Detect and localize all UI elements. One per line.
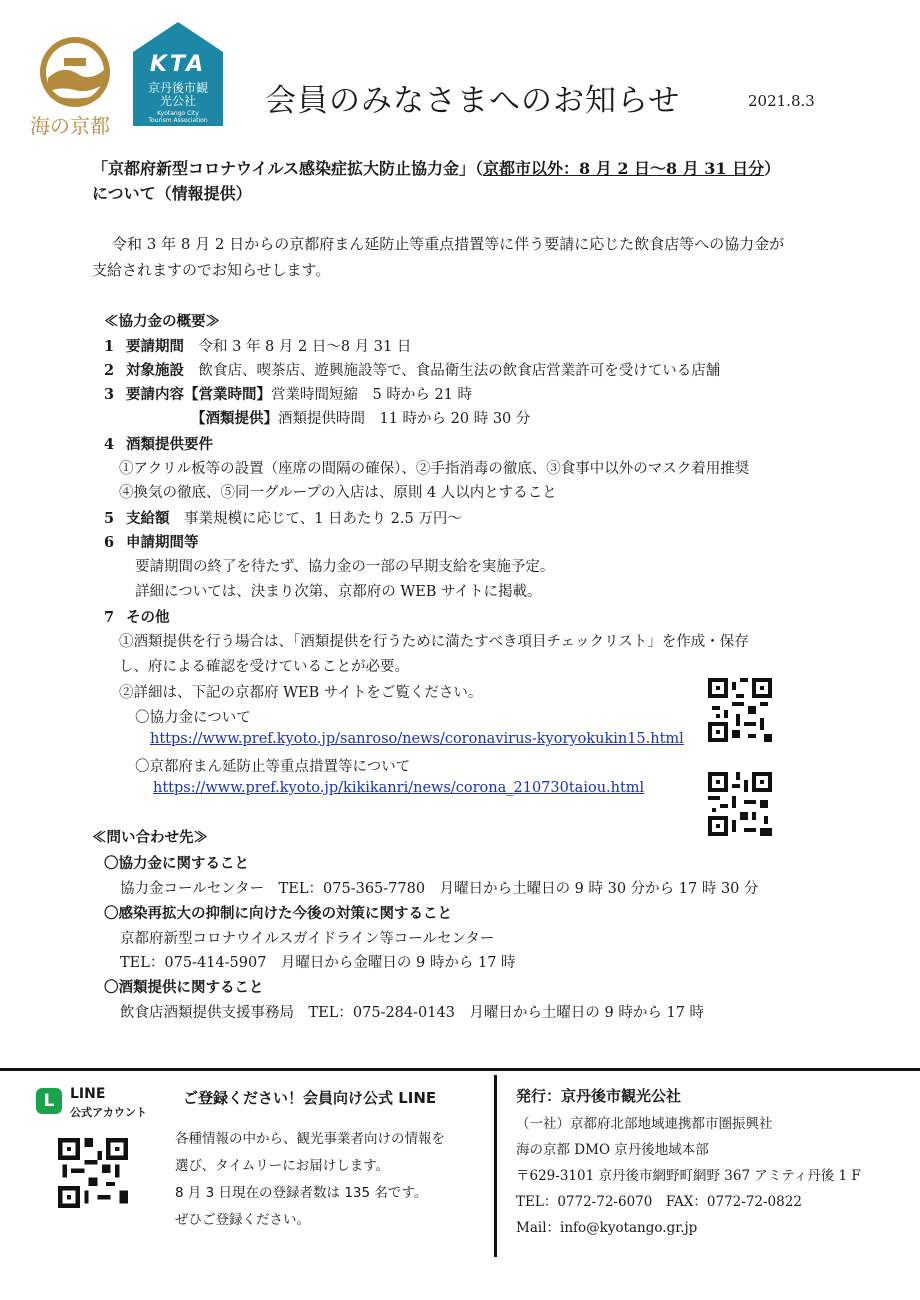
publisher-line-1: （一社）京都府北部地域連携都市圏振興社 bbox=[516, 1116, 773, 1132]
item-number: 1 bbox=[104, 338, 115, 355]
overview-item-7 bbox=[104, 606, 170, 627]
line-qr-code[interactable] bbox=[58, 1138, 128, 1208]
umi-logo-text: 海の京都 bbox=[30, 114, 110, 138]
item-label: 申請期間等 bbox=[126, 534, 199, 551]
subject-line-1 bbox=[92, 156, 780, 179]
umi-no-kyoto-logo bbox=[28, 34, 123, 139]
footer-vertical-divider bbox=[494, 1075, 497, 1257]
item-number: 3 bbox=[104, 386, 115, 403]
item-text: 事業規模に応じて、1 日あたり 2.5 万円〜 bbox=[184, 511, 462, 527]
page-title: 会員のみなさまへのお知らせ bbox=[265, 83, 681, 119]
overview-item-3-sub bbox=[191, 407, 530, 428]
kta-logo-jp: 京丹後市観光公社 bbox=[147, 81, 208, 108]
item-number: 7 bbox=[104, 609, 115, 626]
line-promo-text-1: 各種情報の中から、観光事業者向けの情報を bbox=[175, 1131, 445, 1147]
item-sub-label: 【営業時間】 bbox=[184, 386, 271, 403]
item-text: 営業時間短縮 5 時から 21 時 bbox=[271, 387, 473, 403]
publisher-heading: 発行：京丹後市観光公社 bbox=[516, 1087, 682, 1105]
qr-code-1 bbox=[708, 678, 772, 742]
item-label: 支給額 bbox=[126, 510, 170, 527]
item-number: 4 bbox=[104, 436, 115, 453]
contact-1-head: 〇協力金に関すること bbox=[104, 855, 249, 872]
intro-line-1: 令和 3 年 8 月 2 日からの京都府まん延防止等重点措置等に伴う要請に応じた飲食店等への協力金が bbox=[112, 235, 785, 253]
overview-item-1 bbox=[104, 335, 411, 356]
intro-line-2: 支給されますのでお知らせします。 bbox=[92, 261, 331, 279]
subject-period: 京都市以外：8 月 2 日〜8 月 31 日分 bbox=[483, 159, 765, 178]
line-promo-text-3: 8 月 3 日現在の登録者数は 135 名です。 bbox=[175, 1185, 428, 1201]
contact-1-text: 協力金コールセンター TEL：075-365-7780 月曜日から土曜日の 9 時 30 分から 17 時 30 分 bbox=[120, 881, 759, 897]
contact-heading: ≪問い合わせ先≫ bbox=[92, 829, 208, 846]
subject-text-b: ） bbox=[764, 159, 781, 178]
item-text: 酒類提供時間 11 時から 20 時 30 分 bbox=[278, 411, 531, 427]
link-2-label: 〇京都府まん延防止等重点措置等について bbox=[135, 759, 411, 775]
item-4-line-2: ④換気の徹底、⑤同一グループの入店は、原則 4 人以内とすること bbox=[119, 485, 557, 501]
item-7-line-1: ①酒類提供を行う場合は、「酒類提供を行うために満たすべき項目チェックリスト」を作成・保存 bbox=[119, 634, 749, 650]
subject-line-2: について（情報提供） bbox=[92, 184, 252, 203]
item-7-line-3: ②詳細は、下記の京都府 WEB サイトをご覧ください。 bbox=[119, 685, 483, 701]
link-kikikanri[interactable]: https://www.pref.kyoto.jp/kikikanri/news/corona_210730taiou.html bbox=[153, 780, 645, 796]
line-promo-heading: ご登録ください！会員向け公式 LINE bbox=[183, 1089, 437, 1107]
link-kyoryokukin[interactable]: https://www.pref.kyoto.jp/sanroso/news/coronavirus-kyoryokukin15.html bbox=[150, 731, 684, 747]
overview-heading: ≪協力金の概要≫ bbox=[104, 313, 220, 330]
line-official-label: 公式アカウント bbox=[70, 1106, 147, 1119]
publisher-phone: TEL：0772-72-6070 FAX：0772-72-0822 bbox=[516, 1194, 802, 1210]
link-1-label: 〇協力金について bbox=[135, 710, 251, 726]
contact-2-text-1: 京都府新型コロナウイルスガイドライン等コールセンター bbox=[120, 931, 495, 947]
issue-date: 2021.8.3 bbox=[748, 92, 815, 110]
publisher-line-2: 海の京都 DMO 京丹後地域本部 bbox=[516, 1142, 709, 1158]
item-number: 6 bbox=[104, 534, 115, 551]
footer-divider bbox=[0, 1068, 920, 1071]
line-promo-text-2: 選び、タイムリーにお届けします。 bbox=[175, 1158, 390, 1174]
line-promo-text-4: ぜひご登録ください。 bbox=[175, 1212, 310, 1228]
item-text: 令和 3 年 8 月 2 日〜8 月 31 日 bbox=[198, 339, 412, 355]
item-label: 要請内容 bbox=[126, 386, 184, 403]
item-6-line-1: 要請期間の終了を待たず、協力金の一部の早期支給を実施予定。 bbox=[135, 559, 555, 575]
item-number: 2 bbox=[104, 362, 115, 379]
kta-logo-en: Kyotango City Tourism Association bbox=[148, 110, 208, 124]
item-7-line-2: し、府による確認を受けていることが必要。 bbox=[119, 659, 409, 675]
item-sub-label: 【酒類提供】 bbox=[191, 410, 278, 427]
contact-2-head: 〇感染再拡大の抑制に向けた今後の対策に関すること bbox=[104, 905, 452, 922]
contact-3-head: 〇酒類提供に関すること bbox=[104, 979, 264, 996]
kta-logo bbox=[133, 22, 223, 126]
item-text: 飲食店、喫茶店、遊興施設等で、食品衛生法の飲食店営業許可を受けている店舗 bbox=[198, 363, 721, 379]
overview-item-5 bbox=[104, 507, 462, 528]
item-4-line-1: ①アクリル板等の設置（座席の間隔の確保）、②手指消毒の徹底、③食事中以外のマスク着用推奨 bbox=[119, 461, 750, 477]
item-6-line-2: 詳細については、決まり次第、京都府の WEB サイトに掲載。 bbox=[135, 584, 542, 600]
overview-item-2 bbox=[104, 359, 720, 380]
publisher-address: 〒629-3101 京丹後市網野町網野 367 アミティ丹後 1 F bbox=[516, 1168, 861, 1184]
subject-text-a: 「京都府新型コロナウイルス感染症拡大防止協力金」（ bbox=[92, 159, 484, 178]
overview-item-4 bbox=[104, 433, 213, 454]
contact-2-text-2: TEL：075-414-5907 月曜日から金曜日の 9 時から 17 時 bbox=[120, 955, 516, 971]
overview-item-3 bbox=[104, 383, 472, 404]
item-label: その他 bbox=[126, 609, 170, 626]
line-name: LINE bbox=[70, 1086, 106, 1102]
item-label: 対象施設 bbox=[126, 362, 184, 379]
item-label: 酒類提供要件 bbox=[126, 436, 213, 453]
qr-code-2 bbox=[708, 772, 772, 836]
kta-logo-mark: KTA bbox=[149, 52, 207, 77]
item-label: 要請期間 bbox=[126, 338, 184, 355]
line-app-icon: L bbox=[36, 1088, 62, 1114]
publisher-email[interactable]: Mail：info@kyotango.gr.jp bbox=[516, 1220, 698, 1236]
item-number: 5 bbox=[104, 510, 115, 527]
overview-item-6 bbox=[104, 531, 199, 552]
contact-3-text: 飲食店酒類提供支援事務局 TEL：075-284-0143 月曜日から土曜日の 9 時から 17 時 bbox=[120, 1005, 705, 1021]
